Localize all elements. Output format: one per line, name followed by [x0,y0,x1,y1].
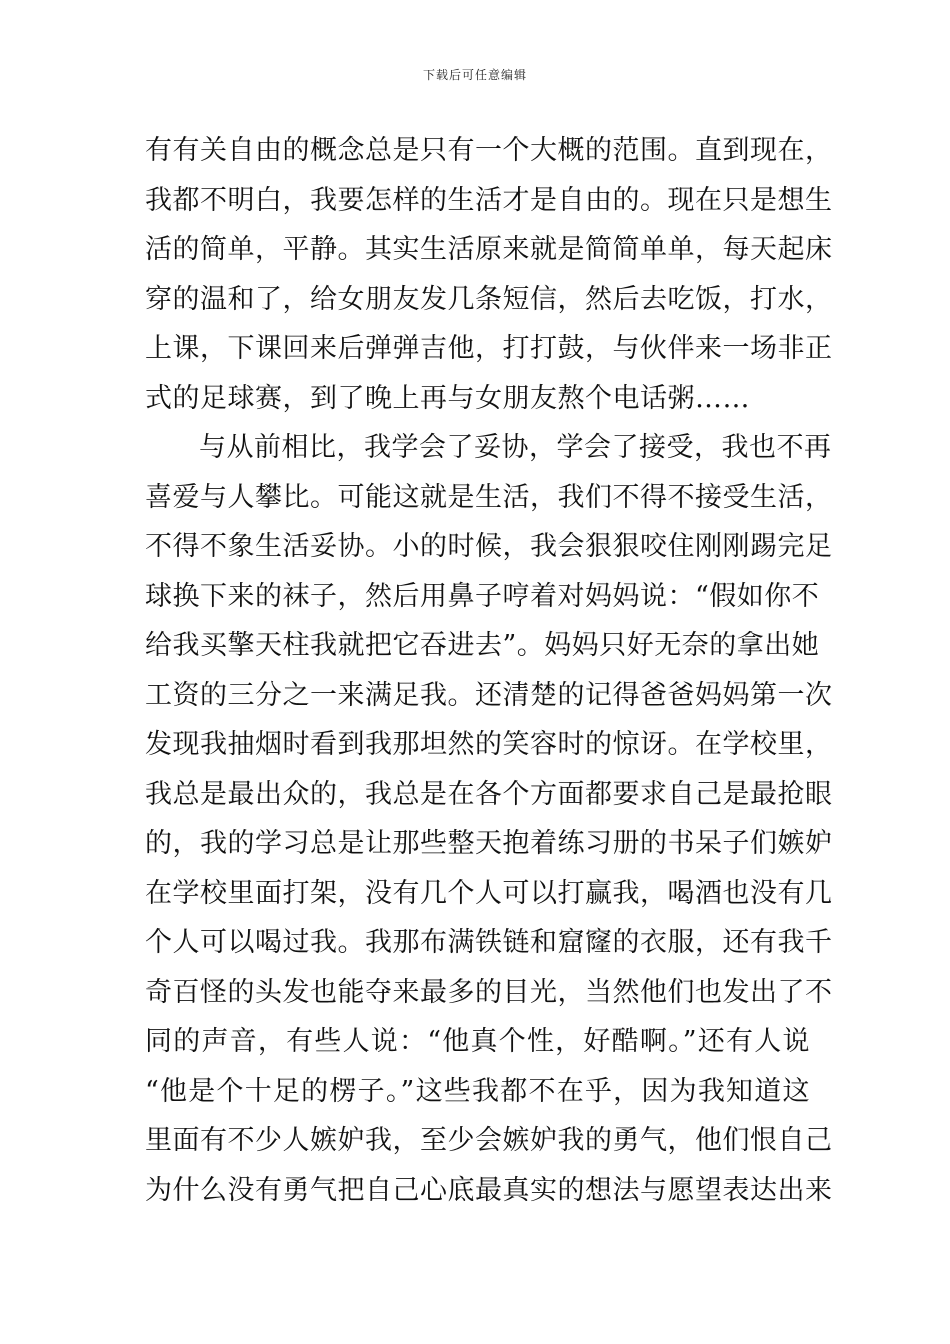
text-line: 上课，下课回来后弹弹吉他，打打鼓，与伙伴来一场非正 [145,333,833,364]
text-line: 我总是最出众的，我总是在各个方面都要求自己是最抢眼 [145,778,833,810]
text-line: 发现我抽烟时看到我那坦然的笑容时的惊讶。在学校里， [145,729,833,760]
text-line: 给我买擎天柱我就把它吞进去”。妈妈只好无奈的拿出她 [145,630,820,661]
text-line: 我都不明白，我要怎样的生活才是自由的。现在只是想生 [145,184,833,216]
document-body [145,126,833,1215]
page-header-note: 下载后可任意编辑 [422,68,527,82]
text-line: 有有关自由的概念总是只有一个大概的范围。直到现在， [145,135,833,166]
text-line: 工资的三分之一来满足我。还清楚的记得爸爸妈妈第一次 [145,679,833,711]
text-line: 活的简单，平静。其实生活原来就是简简单单，每天起床 [145,234,833,265]
text-line: 球换下来的袜子，然后用鼻子哼着对妈妈说：“假如你不 [145,580,820,612]
paragraph-first-line: 与从前相比，我学会了妥协，学会了接受，我也不再 [199,432,832,463]
text-line: 为什么没有勇气把自己心底最真实的想法与愿望表达出来 [145,1174,833,1206]
text-line: 的，我的学习总是让那些整天抱着练习册的书呆子们嫉妒 [145,828,833,859]
text-line: 个人可以喝过我。我那布满铁链和窟窿的衣服，还有我千 [145,927,833,958]
text-line: 穿的温和了，给女朋友发几条短信，然后去吃饭，打水， [145,283,833,315]
text-line: 式的足球赛，到了晚上再与女朋友熬个电话粥…… [145,382,750,414]
text-line: 里面有不少人嫉妒我，至少会嫉妒我的勇气，他们恨自己 [145,1125,833,1156]
text-line: 奇百怪的头发也能夺来最多的目光，当然他们也发出了不 [145,976,833,1008]
text-line: “他是个十足的楞子。”这些我都不在乎，因为我知道这 [145,1075,810,1107]
text-line: 在学校里面打架，没有几个人可以打赢我，喝酒也没有几 [145,877,833,909]
text-line: 不得不象生活妥协。小的时候，我会狠狠咬住刚刚踢完足 [145,531,833,562]
text-line: 喜爱与人攀比。可能这就是生活，我们不得不接受生活， [145,481,833,513]
text-line: 同的声音，有些人说：“他真个性，好酷啊。”还有人说 [145,1026,810,1057]
